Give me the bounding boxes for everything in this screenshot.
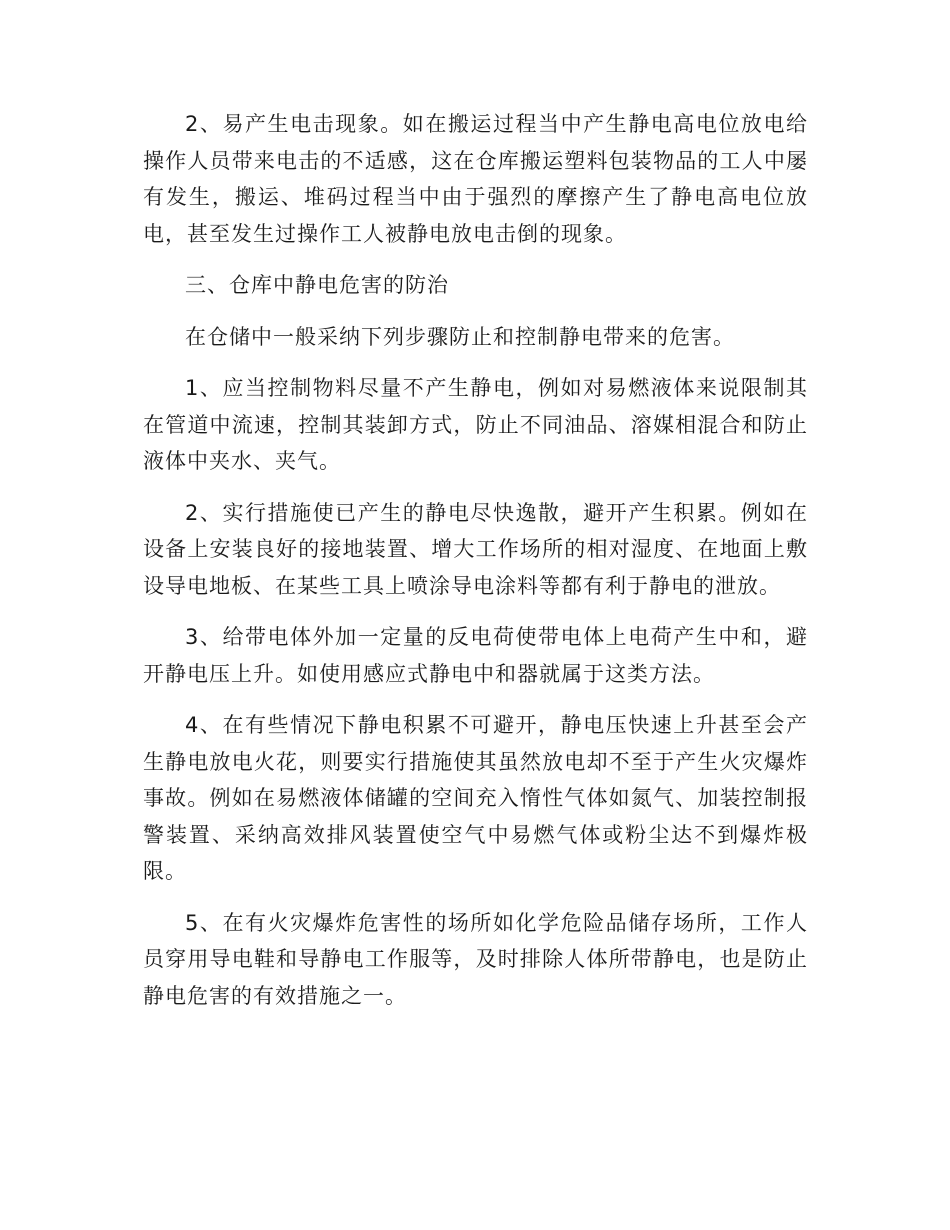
paragraph-measure-2: 2、实行措施使已产生的静电尽快逸散，避开产生积累。例如在设备上安装良好的接地装置、增大工作场所的相对湿度、在地面上敷设导电地板、在某些工具上喷涂导电涂料等都有利于静电的泄放。 — [143, 500, 808, 598]
paragraph-measure-5: 5、在有火灾爆炸危害性的场所如化学危险品储存场所，工作人员穿用导电鞋和导静电工作服等，及时排除人体所带静电，也是防止静电危害的有效措施之一。 — [143, 910, 808, 1008]
section-heading-prevention: 三、仓库中静电危害的防治 — [185, 273, 449, 297]
paragraph-electric-shock: 2、易产生电击现象。如在搬运过程当中产生静电高电位放电给操作人员带来电击的不适感，这在仓库搬运塑料包装物品的工人中屡有发生，搬运、堆码过程当中由于强烈的摩擦产生了静电高电位放电，甚至发生过操作工人被静电放电击倒的现象。 — [143, 112, 808, 246]
paragraph-measure-3: 3、给带电体外加一定量的反电荷使带电体上电荷产生中和，避开静电压上升。如使用感应式静电中和器就属于这类方法。 — [143, 625, 808, 686]
paragraph-measure-4: 4、在有些情况下静电积累不可避开，静电压快速上升甚至会产生静电放电火花，则要实行措施使其虽然放电却不至于产生火灾爆炸事故。例如在易燃液体储罐的空间充入惰性气体如氮气、加装控制报警装置、采纳高效排风装置使空气中易燃气体或粉尘达不到爆炸极限。 — [143, 713, 808, 883]
paragraph-intro: 在仓储中一般采纳下列步骤防止和控制静电带来的危害。 — [185, 324, 735, 349]
paragraph-measure-1: 1、应当控制物料尽量不产生静电，例如对易燃液体来说限制其在管道中流速，控制其装卸方式，防止不同油品、溶媒相混合和防止液体中夹水、夹气。 — [143, 376, 808, 473]
document-body — [143, 106, 808, 1014]
